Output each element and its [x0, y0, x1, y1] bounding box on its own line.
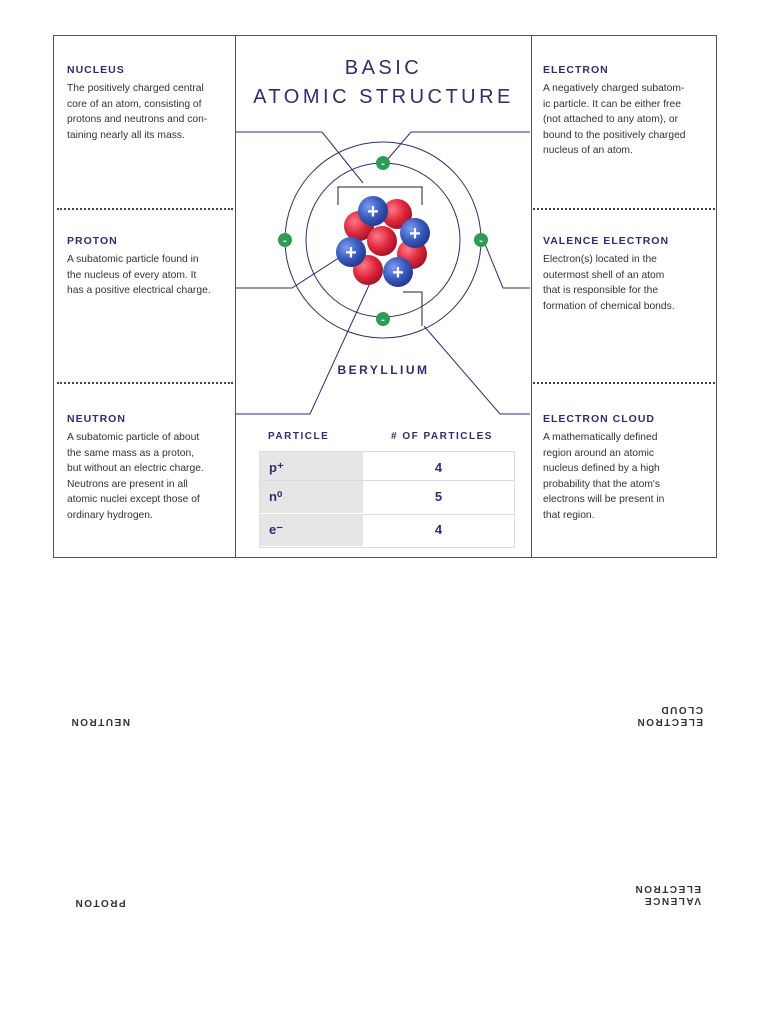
- electron-sign: -: [479, 235, 483, 247]
- term-title-nucleus: NUCLEUS: [67, 64, 125, 76]
- page-title-line2: ATOMIC STRUCTURE: [253, 86, 514, 108]
- electron-sign: -: [283, 235, 287, 247]
- leader-nucleus: [236, 132, 363, 183]
- term-title-electron-cloud: ELECTRON CLOUD: [543, 413, 655, 425]
- element-name: BERYLLIUM: [337, 363, 430, 377]
- particle-count: 4: [434, 522, 443, 537]
- page-title-line1: BASIC: [344, 57, 423, 79]
- term-text-proton: A subatomic particle found in the nucleus of every atom. It has a positive electrical charge.: [67, 254, 211, 296]
- term-text-nucleus: The positively charged central core of an atom, consisting of protons and neutrons and con- taining nearly all its mass.: [67, 83, 208, 141]
- flipped-label-neutron: NEUTRON: [70, 716, 130, 727]
- leader-valence-electron: [485, 244, 530, 288]
- leader-electron: [387, 132, 530, 160]
- term-text-electron-cloud: A mathematically defined region around an atomic nucleus defined by a high probability that the atom's electrons will be present in that region.: [543, 432, 665, 521]
- table-row: [260, 514, 514, 546]
- particle-symbol: p⁺: [260, 452, 363, 484]
- particle-table: [259, 451, 515, 548]
- particle-symbol: n⁰: [260, 481, 363, 513]
- proton-sign: +: [392, 262, 404, 284]
- flipped-label-proton: PROTON: [74, 897, 126, 908]
- table-header-count: # OF PARTICLES: [391, 431, 493, 442]
- electron-sign: -: [381, 158, 385, 170]
- flipped-label-valence-electron: VALENCE ELECTRON: [634, 883, 701, 906]
- proton-sign: +: [367, 201, 379, 223]
- particle-count: 5: [434, 489, 443, 504]
- term-text-electron: A negatively charged subatom- ic particle. It can be either free (not attached to any atom), or bound to the positively charged nucleus of an atom.: [543, 83, 686, 156]
- proton-sign: +: [345, 242, 357, 264]
- table-header-particle: PARTICLE: [268, 431, 330, 442]
- neutron-particle: [367, 226, 397, 256]
- term-text-neutron: A subatomic particle of about the same mass as a proton, but without an electric charge. Neutrons are present in all atomic nuclei except those of ordinary hydrogen.: [67, 432, 204, 521]
- electron-sign: -: [381, 314, 385, 326]
- leader-proton: [236, 252, 348, 288]
- proton-sign: +: [409, 223, 421, 245]
- term-text-valence-electron: Electron(s) located in the outermost shell of an atom that is responsible for the formation of chemical bonds.: [543, 254, 675, 312]
- term-title-electron: ELECTRON: [543, 64, 609, 76]
- leader-neutron: [236, 283, 370, 414]
- particle-symbol: e⁻: [260, 514, 363, 546]
- term-title-valence-electron: VALENCE ELECTRON: [543, 235, 670, 247]
- flipped-label-electron-cloud: ELECTRON CLOUD: [636, 704, 703, 727]
- particle-count: 4: [434, 460, 443, 475]
- table-row: [260, 481, 514, 513]
- term-title-neutron: NEUTRON: [67, 413, 126, 425]
- cloud-bracket: [403, 292, 422, 326]
- term-title-proton: PROTON: [67, 235, 118, 247]
